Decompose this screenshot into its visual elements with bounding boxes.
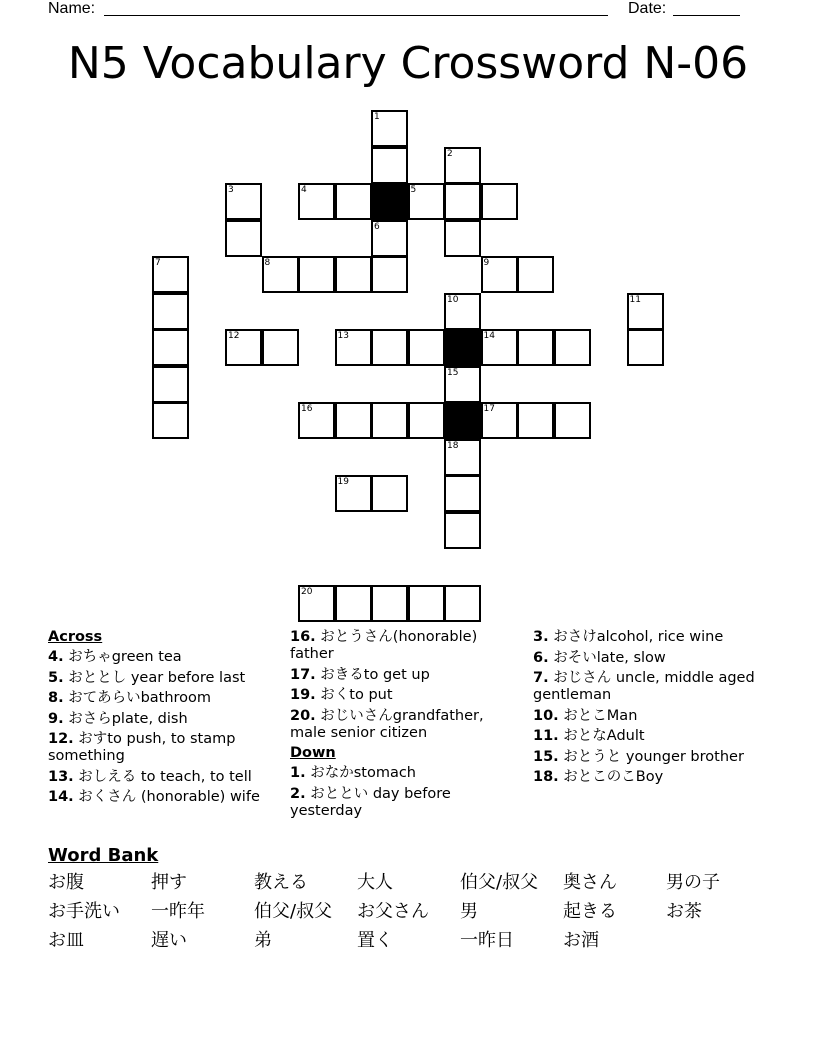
clue-text: おしえる to teach, to tell	[73, 768, 252, 785]
word-bank-item: お父さん	[357, 901, 429, 922]
clue-text: おくto put	[315, 687, 393, 703]
grid-cell[interactable]	[481, 183, 518, 220]
clue-number: 6	[374, 221, 380, 232]
across-clue	[290, 708, 515, 742]
grid-cell[interactable]	[444, 585, 481, 622]
clue-text: おとこのこBoy	[558, 769, 664, 785]
word-bank-item: 押す	[151, 872, 187, 893]
date-label: Date:	[628, 0, 667, 17]
clue-text: おとうさん(honorable) father	[290, 629, 478, 662]
grid-cell[interactable]	[225, 183, 262, 220]
word-bank-item: 弟	[254, 930, 272, 951]
grid-cell[interactable]	[152, 329, 189, 366]
grid-cell[interactable]	[371, 110, 408, 147]
clue-number: 3	[228, 185, 234, 195]
clue-number-label: 17.	[290, 666, 316, 683]
clue-text: おとうと younger brother	[558, 748, 744, 765]
grid-cell[interactable]	[517, 402, 554, 439]
clue-number: 17	[483, 404, 495, 414]
word-bank-item: 奥さん	[563, 872, 617, 893]
grid-cell[interactable]	[335, 475, 372, 512]
word-bank-item: 置く	[357, 930, 393, 951]
clue-number-label: 2.	[290, 785, 306, 802]
down-clue	[533, 728, 773, 745]
clue-text: おちゃgreen tea	[63, 649, 182, 665]
clue-number-label: 15.	[533, 748, 559, 765]
clue-number-label: 11.	[533, 728, 559, 744]
clue-text: おそいlate, slow	[548, 649, 666, 666]
word-bank-item: 一昨年	[151, 901, 205, 922]
clue-number-label: 9.	[48, 710, 64, 727]
down-clue	[533, 769, 773, 786]
grid-cell[interactable]	[444, 293, 481, 330]
word-bank-item: 大人	[357, 872, 393, 893]
clue-text: おくさん (honorable) wife	[73, 789, 260, 805]
clue-text: おとこMan	[558, 707, 638, 724]
clue-number-label: 4.	[48, 649, 64, 665]
clue-number: 2	[447, 148, 453, 159]
name-label: Name:	[48, 0, 96, 17]
clue-number: 12	[228, 331, 240, 341]
clue-text: おととい day before yesterday	[290, 785, 451, 819]
grid-cell[interactable]	[444, 439, 481, 476]
black-square	[444, 329, 481, 366]
across-clue	[48, 670, 278, 687]
clues-column-3	[533, 629, 773, 790]
clue-number-label: 19.	[290, 687, 316, 703]
clue-number-label: 7.	[533, 670, 549, 686]
clue-number: 16	[301, 404, 313, 414]
across-clue	[48, 789, 278, 806]
down-clue	[533, 629, 773, 646]
clue-number: 18	[447, 440, 459, 451]
grid-cell[interactable]	[444, 366, 481, 403]
down-clue	[533, 749, 773, 766]
across-clue	[290, 687, 515, 704]
word-bank-item: 一昨日	[460, 930, 514, 951]
clue-number: 10	[447, 294, 459, 305]
grid-cell[interactable]	[444, 183, 481, 220]
grid-cell[interactable]	[408, 329, 445, 366]
down-clue	[533, 670, 773, 704]
down-clue	[290, 765, 515, 782]
word-bank-item: 伯父/叔父	[254, 901, 333, 922]
word-bank-item: お酒	[563, 930, 599, 951]
grid-cell[interactable]	[371, 147, 408, 184]
clue-number-label: 1.	[290, 765, 306, 781]
grid-cell[interactable]	[517, 329, 554, 366]
clue-number: 4	[301, 185, 307, 195]
clue-number-label: 14.	[48, 789, 74, 805]
across-clue	[48, 711, 278, 728]
across-heading: Across	[48, 629, 103, 645]
across-clue	[48, 769, 278, 786]
grid-cell[interactable]	[262, 329, 299, 366]
clue-number: 19	[337, 477, 349, 487]
clue-text: おさけalcohol, rice wine	[548, 629, 724, 645]
clue-number: 13	[337, 331, 349, 341]
clue-number-label: 16.	[290, 629, 316, 645]
grid-cell[interactable]	[225, 220, 262, 257]
grid-cell[interactable]	[298, 256, 335, 293]
word-bank-item: 遅い	[151, 930, 187, 951]
grid-cell[interactable]	[152, 256, 189, 293]
down-clue	[533, 708, 773, 725]
grid-cell[interactable]	[371, 329, 408, 366]
clue-text: おてあらいbathroom	[63, 690, 212, 706]
word-bank-title: Word Bank	[48, 845, 159, 866]
grid-cell[interactable]	[298, 585, 335, 622]
clue-number-label: 20.	[290, 707, 316, 724]
grid-cell[interactable]	[371, 402, 408, 439]
grid-cell[interactable]	[335, 256, 372, 293]
clue-number: 1	[374, 112, 380, 122]
clue-text: おさらplate, dish	[63, 710, 188, 727]
word-bank-item: 起きる	[563, 901, 617, 922]
clue-text: おなかstomach	[305, 765, 417, 781]
clue-text: おとなAdult	[558, 728, 645, 744]
clue-text: おととし year before last	[63, 669, 246, 686]
grid-cell[interactable]	[481, 329, 518, 366]
grid-cell[interactable]	[371, 256, 408, 293]
word-bank-item: 伯父/叔父	[460, 872, 539, 893]
black-square	[444, 402, 481, 439]
across-clue	[48, 731, 278, 765]
grid-cell[interactable]	[262, 256, 299, 293]
clue-number-label: 18.	[533, 769, 559, 785]
clue-number-label: 13.	[48, 768, 74, 785]
clue-number: 14	[483, 331, 495, 341]
grid-cell[interactable]	[225, 329, 262, 366]
grid-cell[interactable]	[298, 402, 335, 439]
grid-cell[interactable]	[627, 329, 664, 366]
across-clue	[48, 649, 278, 666]
clues-column-1	[48, 629, 278, 810]
across-clue	[290, 629, 515, 663]
across-clue	[48, 690, 278, 707]
grid-cell[interactable]	[408, 402, 445, 439]
grid-cell[interactable]	[371, 585, 408, 622]
clue-number-label: 6.	[533, 649, 549, 666]
clue-number: 20	[301, 586, 313, 597]
grid-cell[interactable]	[627, 293, 664, 330]
black-square	[371, 183, 408, 220]
word-bank-item: 男	[460, 901, 478, 922]
grid-cell[interactable]	[371, 220, 408, 257]
grid-cell[interactable]	[481, 402, 518, 439]
word-bank-item: 男の子	[666, 872, 720, 893]
grid-cell[interactable]	[152, 293, 189, 330]
word-bank-item: お手洗い	[48, 901, 120, 922]
clue-text: おじいさんgrandfather, male senior citizen	[290, 707, 484, 741]
clue-text: おすto push, to stamp something	[48, 731, 236, 764]
clue-number: 15	[447, 367, 459, 378]
grid-cell[interactable]	[554, 329, 591, 366]
grid-cell[interactable]	[517, 256, 554, 293]
grid-cell[interactable]	[335, 329, 372, 366]
grid-cell[interactable]	[335, 402, 372, 439]
clue-number: 7	[155, 258, 161, 268]
grid-cell[interactable]	[298, 183, 335, 220]
grid-cell[interactable]	[152, 402, 189, 439]
grid-cell[interactable]	[335, 183, 372, 220]
clue-text: おきるto get up	[315, 666, 430, 683]
down-clue	[533, 650, 773, 667]
clue-number-label: 5.	[48, 669, 64, 686]
grid-cell[interactable]	[481, 256, 518, 293]
clues-column-2	[290, 629, 515, 823]
word-bank-item: お腹	[48, 872, 84, 893]
grid-cell[interactable]	[335, 585, 372, 622]
down-heading: Down	[290, 745, 336, 761]
word-bank-item: 教える	[254, 872, 308, 893]
down-clue	[290, 786, 515, 820]
clue-number-label: 12.	[48, 731, 74, 747]
clue-number-label: 8.	[48, 690, 64, 706]
word-bank-item: お皿	[48, 930, 84, 951]
page-title: N5 Vocabulary Crossword N-06	[67, 38, 749, 89]
grid-cell[interactable]	[444, 147, 481, 184]
grid-cell[interactable]	[444, 475, 481, 512]
grid-cell[interactable]	[152, 366, 189, 403]
grid-cell[interactable]	[444, 512, 481, 549]
clue-number: 8	[264, 258, 271, 268]
clue-number-label: 3.	[533, 629, 549, 645]
word-bank-item: お茶	[666, 901, 702, 922]
across-clue	[290, 667, 515, 684]
grid-cell[interactable]	[408, 585, 445, 622]
clue-text: おじさん uncle, middle aged gentleman	[533, 670, 755, 703]
clue-number-label: 10.	[533, 707, 559, 724]
clue-number: 11	[629, 294, 641, 305]
grid-cell[interactable]	[554, 402, 591, 439]
grid-cell[interactable]	[371, 475, 408, 512]
clue-number: 5	[410, 185, 417, 195]
grid-cell[interactable]	[408, 183, 445, 220]
clue-number: 9	[483, 258, 490, 268]
grid-cell[interactable]	[444, 220, 481, 257]
